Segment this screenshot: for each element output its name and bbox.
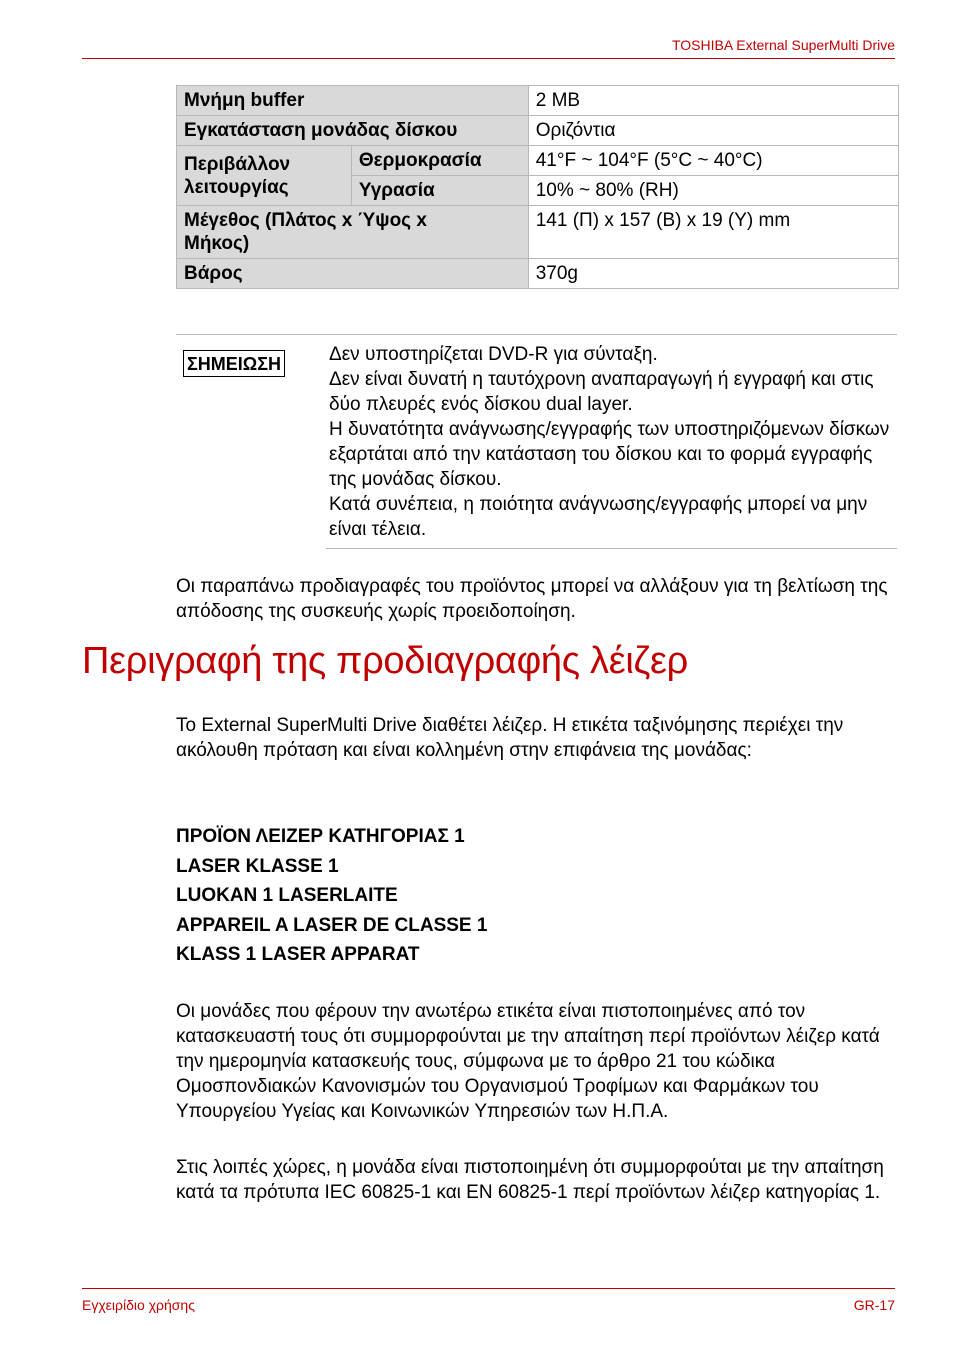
laser-label-item: APPAREIL A LASER DE CLASSE 1	[176, 914, 488, 936]
note-line: Δεν υποστηρίζεται DVD-R για σύνταξη.	[329, 344, 658, 365]
other-countries-paragraph: Στις λοιπές χώρες, η μονάδα είναι πιστοποιημένη ότι συμμορφούται με την απαίτηση κατά τα πρότυπα IEC 60825-1 και EN 60825-1 περί προϊόντων λέιζερ κατηγορίας 1.	[176, 1157, 884, 1203]
spec-label-size: Μέγεθος (Πλάτος x Ύψος x Μήκος)	[177, 206, 529, 259]
spec-label-buffer: Μνήμη buffer	[177, 86, 529, 116]
spec-label-install: Εγκατάσταση μονάδας δίσκου	[177, 116, 529, 146]
note-line: Η δυνατότητα ανάγνωσης/εγγραφής των υποστηριζόμενων δίσκων εξαρτάται από την κατάσταση του δίσκου και το φορμά εγγραφής της μονάδας δίσκου.	[329, 419, 890, 490]
header-rule	[82, 58, 895, 59]
note-box	[176, 334, 897, 549]
spec-label-temperature: Θερμοκρασία	[351, 146, 528, 176]
spec-value-temperature: 41°F ~ 104°F (5°C ~ 40°C)	[528, 146, 898, 176]
section-heading: Περιγραφή της προδιαγραφής λέιζερ	[82, 640, 688, 682]
note-line: Δεν είναι δυνατή η ταυτόχρονη αναπαραγωγή ή εγγραφή και στις δύο πλευρές ενός δίσκου dual layer.	[329, 369, 874, 415]
spec-value-humidity: 10% ~ 80% (RH)	[528, 176, 898, 206]
spec-value-size: 141 (Π) x 157 (Β) x 19 (Υ) mm	[528, 206, 898, 259]
laser-label-item: KLASS 1 LASER APPARAT	[176, 944, 420, 965]
table-row	[177, 146, 899, 176]
certification-paragraph: Οι μονάδες που φέρουν την ανωτέρω ετικέτα είναι πιστοποιημένες από τον κατασκευαστή τους ότι συμμορφούνται με την απαίτηση περί προϊόντων λέιζερ κατά την ημερομηνία κατασκευής τους, σύμφωνα με το άρθρο 21 του κώδικα Ομοσπονδιακών Κανονισμών του Οργανισμού Τροφίμων και Φαρμάκων του Υπουργείου Υγείας και Κοινωνικών Υπηρεσιών των Η.Π.Α.	[176, 1001, 880, 1122]
table-row	[177, 116, 899, 146]
spec-label-weight: Βάρος	[177, 259, 529, 289]
note-line: Κατά συνέπεια, η ποιότητα ανάγνωσης/εγγραφής μπορεί να μην είναι τέλεια.	[329, 494, 868, 540]
footer-rule	[82, 1288, 895, 1289]
spec-label-environment: Περιβάλλον λειτουργίας	[177, 146, 352, 206]
note-bottom-divider	[326, 548, 897, 549]
note-top-divider	[176, 334, 897, 335]
header-title: TOSHIBA External SuperMulti Drive	[671, 37, 895, 53]
laser-label-item: LUOKAN 1 LASERLAITE	[176, 885, 398, 906]
spec-value-install: Οριζόντια	[528, 116, 898, 146]
page-number: GR-17	[853, 1297, 895, 1313]
spec-label-humidity: Υγρασία	[351, 176, 528, 206]
table-row	[177, 206, 899, 259]
laser-label-item: ΠΡΟΪΟΝ ΛΕΙΖΕΡ ΚΑΤΗΓΟΡΙΑΣ 1	[176, 826, 465, 847]
note-badge: ΣΗΜΕΙΩΣΗ	[183, 350, 285, 377]
spec-value-buffer: 2 MB	[528, 86, 898, 116]
laser-label-item: LASER KLASSE 1	[176, 855, 339, 877]
footer-manual-title: Εγχειρίδιο χρήσης	[82, 1297, 195, 1313]
spec-value-weight: 370g	[528, 259, 898, 289]
spec-table	[176, 85, 899, 289]
note-text	[329, 342, 897, 542]
spec-change-paragraph: Οι παραπάνω προδιαγραφές του προϊόντος μπορεί να αλλάξουν για τη βελτίωση της απόδοσης της συσκευής χωρίς προειδοποίηση.	[176, 576, 888, 622]
laser-intro-paragraph: Το External SuperMulti Drive διαθέτει λέιζερ. Η ετικέτα ταξινόμησης περιέχει την ακόλουθη πρόταση και είναι κολλημένη στην επιφάνεια της μονάδας:	[176, 715, 844, 761]
table-row	[177, 259, 899, 289]
table-row	[177, 86, 899, 116]
laser-label-list	[176, 822, 487, 970]
